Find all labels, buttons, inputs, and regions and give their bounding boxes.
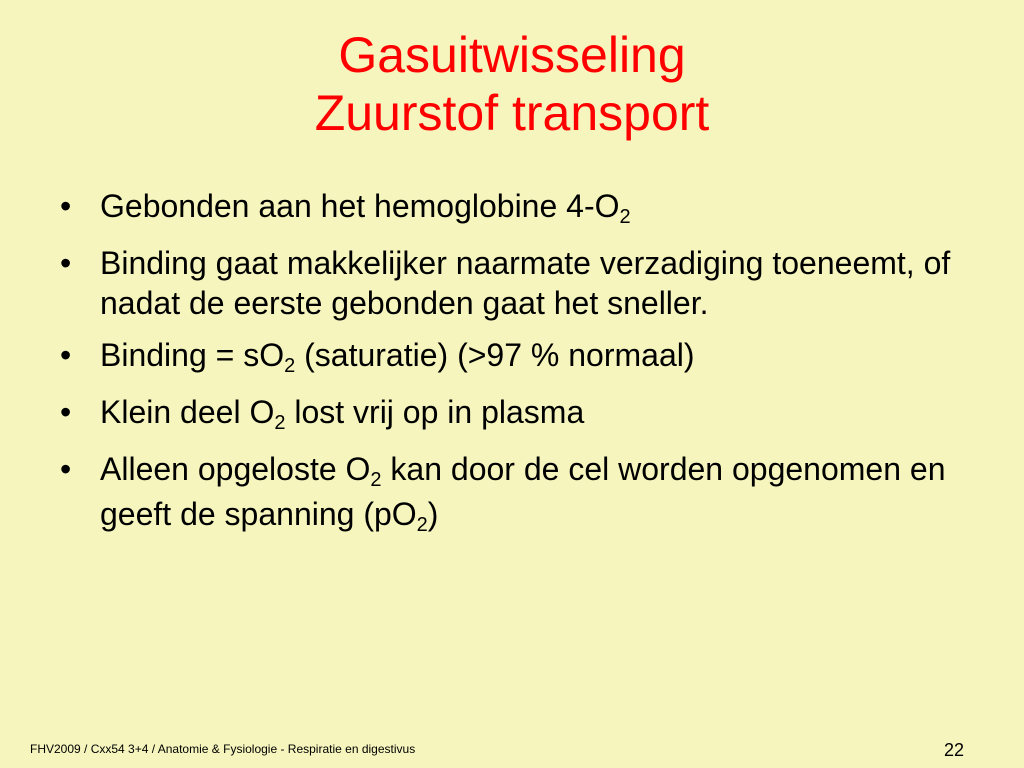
bullet-item: • Binding = $sO_2$ (saturatie) (>97 % normaal) [60, 337, 695, 377]
bullet-item: • Klein deel $O_2$ lost vrij op in plasma [60, 394, 585, 434]
title-line-2: Zuurstof transport [314, 85, 710, 141]
bullet-icon: • [60, 245, 72, 281]
bullet-icon: • [60, 394, 72, 430]
bullet-item: • Binding gaat makkelijker naarmate verzadiging toeneemt, of nadat de eerste gebonden gaat het sneller. [60, 245, 951, 321]
bullet-icon: • [60, 337, 72, 373]
bullet-item: • Alleen opgeloste $O_2$ kan door de cel worden opgenomen en geeft de spanning $(pO_2)$ [60, 451, 946, 536]
bullet-icon: • [60, 188, 72, 224]
bullet-list [60, 186, 980, 551]
slide-footer: FHV2009 / Cxx54 3+4 / Anatomie & Fysiologie - Respiratie en digestivus [30, 742, 416, 756]
bullet-icon: • [60, 451, 72, 487]
title-line-1: Gasuitwisseling [338, 27, 686, 83]
page-number: 22 [944, 740, 965, 760]
slide-title [0, 26, 1024, 142]
bullet-item: • Gebonden aan het hemoglobine $4-O_2$ [60, 188, 631, 228]
